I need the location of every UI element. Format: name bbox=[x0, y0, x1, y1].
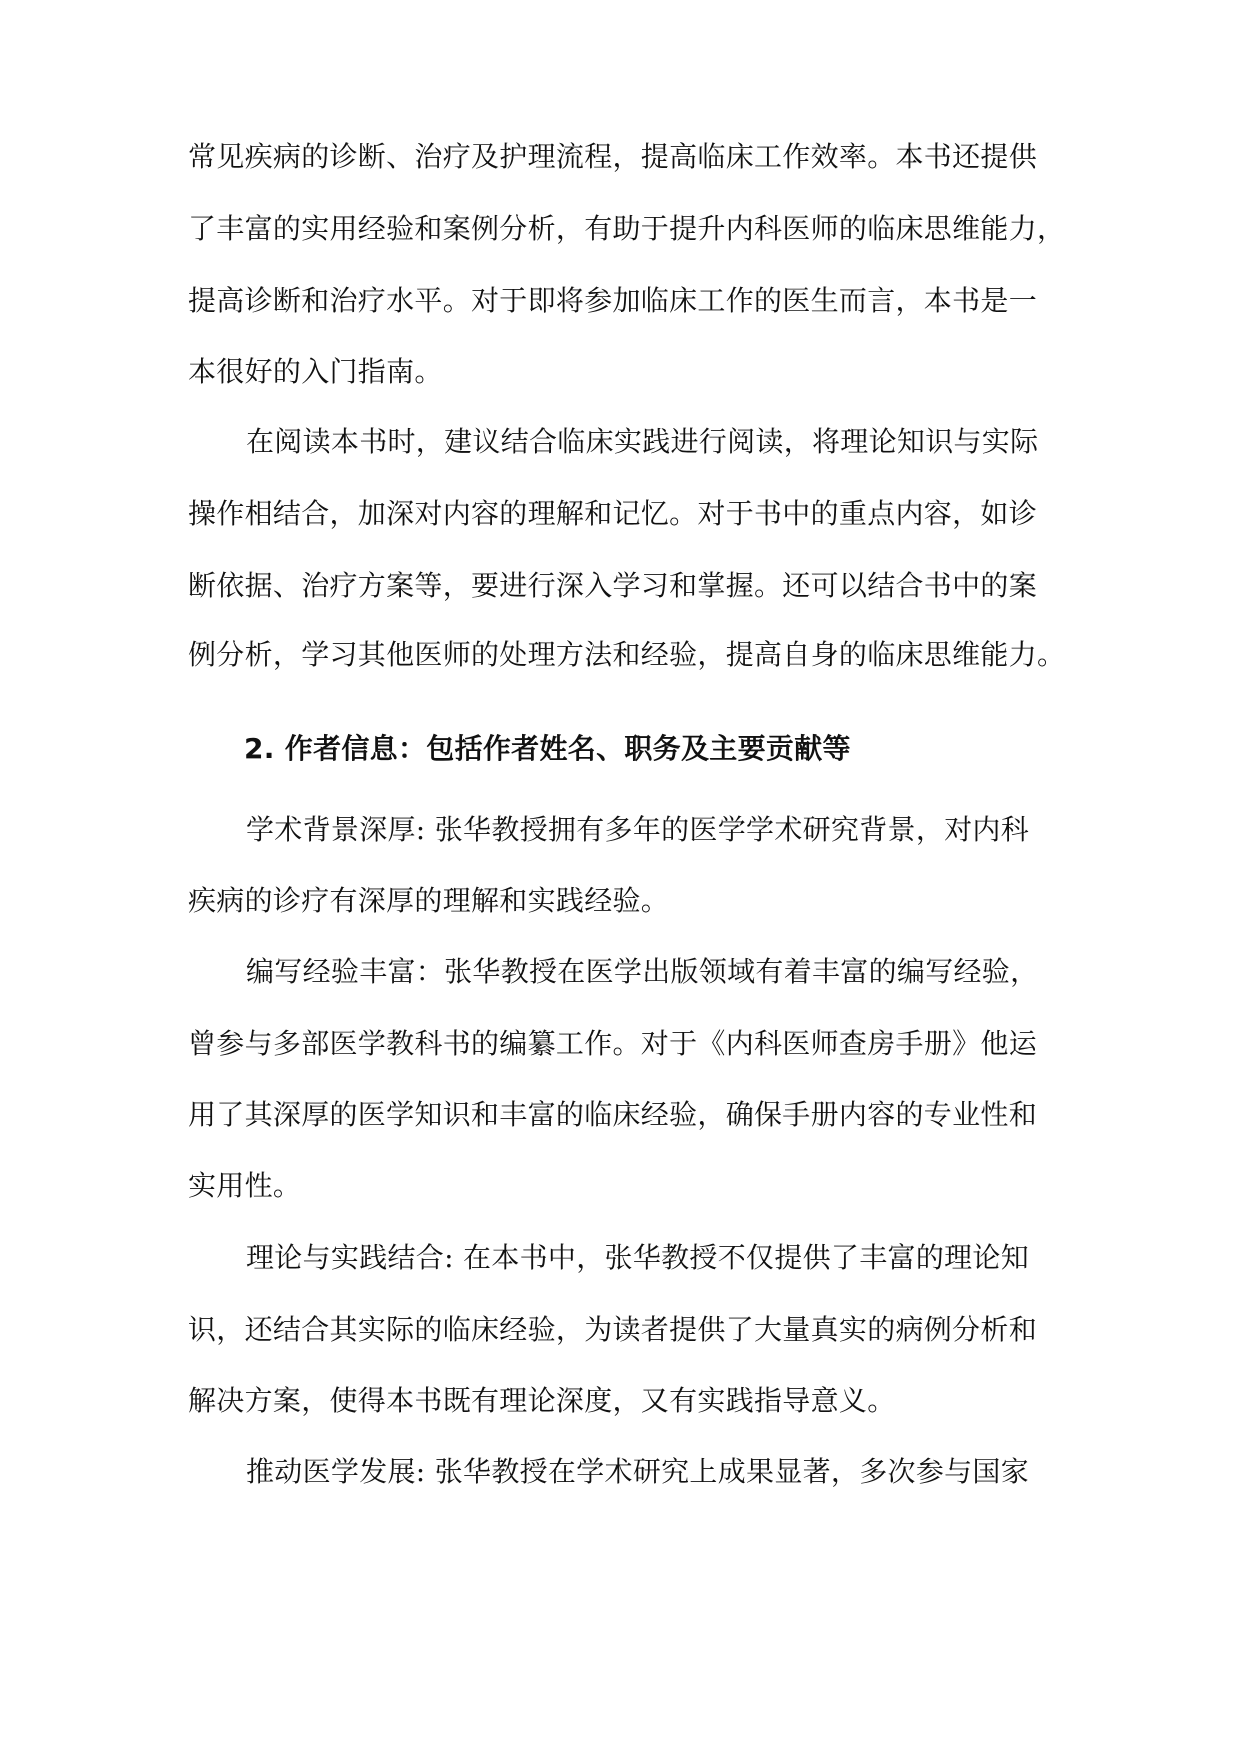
text-line: 提高诊断和治疗水平。对于即将参加临床工作的医生而言，本书是一 bbox=[188, 284, 1038, 317]
text-line: 解决方案，使得本书既有理论深度，又有实践指导意义。 bbox=[188, 1384, 896, 1417]
text-line: 识，还结合其实际的临床经验，为读者提供了大量真实的病例分析和 bbox=[188, 1313, 1038, 1346]
text-line: 疾病的诊疗有深厚的理解和实践经验。 bbox=[188, 884, 670, 917]
text-line: 编写经验丰富：张华教授在医学出版领域有着丰富的编写经验， bbox=[246, 955, 1039, 988]
text-line: 操作相结合，加深对内容的理解和记忆。对于书中的重点内容，如诊 bbox=[188, 497, 1038, 530]
text-line: 本很好的入门指南。 bbox=[188, 355, 443, 388]
text-line: 在阅读本书时，建议结合临床实践进行阅读，将理论知识与实际 bbox=[246, 425, 1039, 458]
section-heading: 2. 作者信息：包括作者姓名、职务及主要贡献等 bbox=[244, 732, 851, 765]
text-line: 曾参与多部医学教科书的编纂工作。对于《内科医师查房手册》他运 bbox=[188, 1027, 1038, 1060]
text-line: 实用性。 bbox=[188, 1169, 302, 1202]
text-line: 推动医学发展: 张华教授在学术研究上成果显著，多次参与国家 bbox=[246, 1455, 1030, 1488]
text-line: 学术背景深厚: 张华教授拥有多年的医学学术研究背景，对内科 bbox=[246, 813, 1030, 846]
text-line: 例分析，学习其他医师的处理方法和经验，提高自身的临床思维能力。 bbox=[188, 638, 1066, 671]
text-line: 断依据、治疗方案等，要进行深入学习和掌握。还可以结合书中的案 bbox=[188, 569, 1038, 602]
text-line: 了丰富的实用经验和案例分析，有助于提升内科医师的临床思维能力， bbox=[188, 212, 1066, 245]
text-line: 常见疾病的诊断、治疗及护理流程，提高临床工作效率。本书还提供 bbox=[188, 140, 1038, 173]
text-line: 理论与实践结合: 在本书中，张华教授不仅提供了丰富的理论知 bbox=[246, 1241, 1030, 1274]
text-line: 用了其深厚的医学知识和丰富的临床经验，确保手册内容的专业性和 bbox=[188, 1098, 1038, 1131]
